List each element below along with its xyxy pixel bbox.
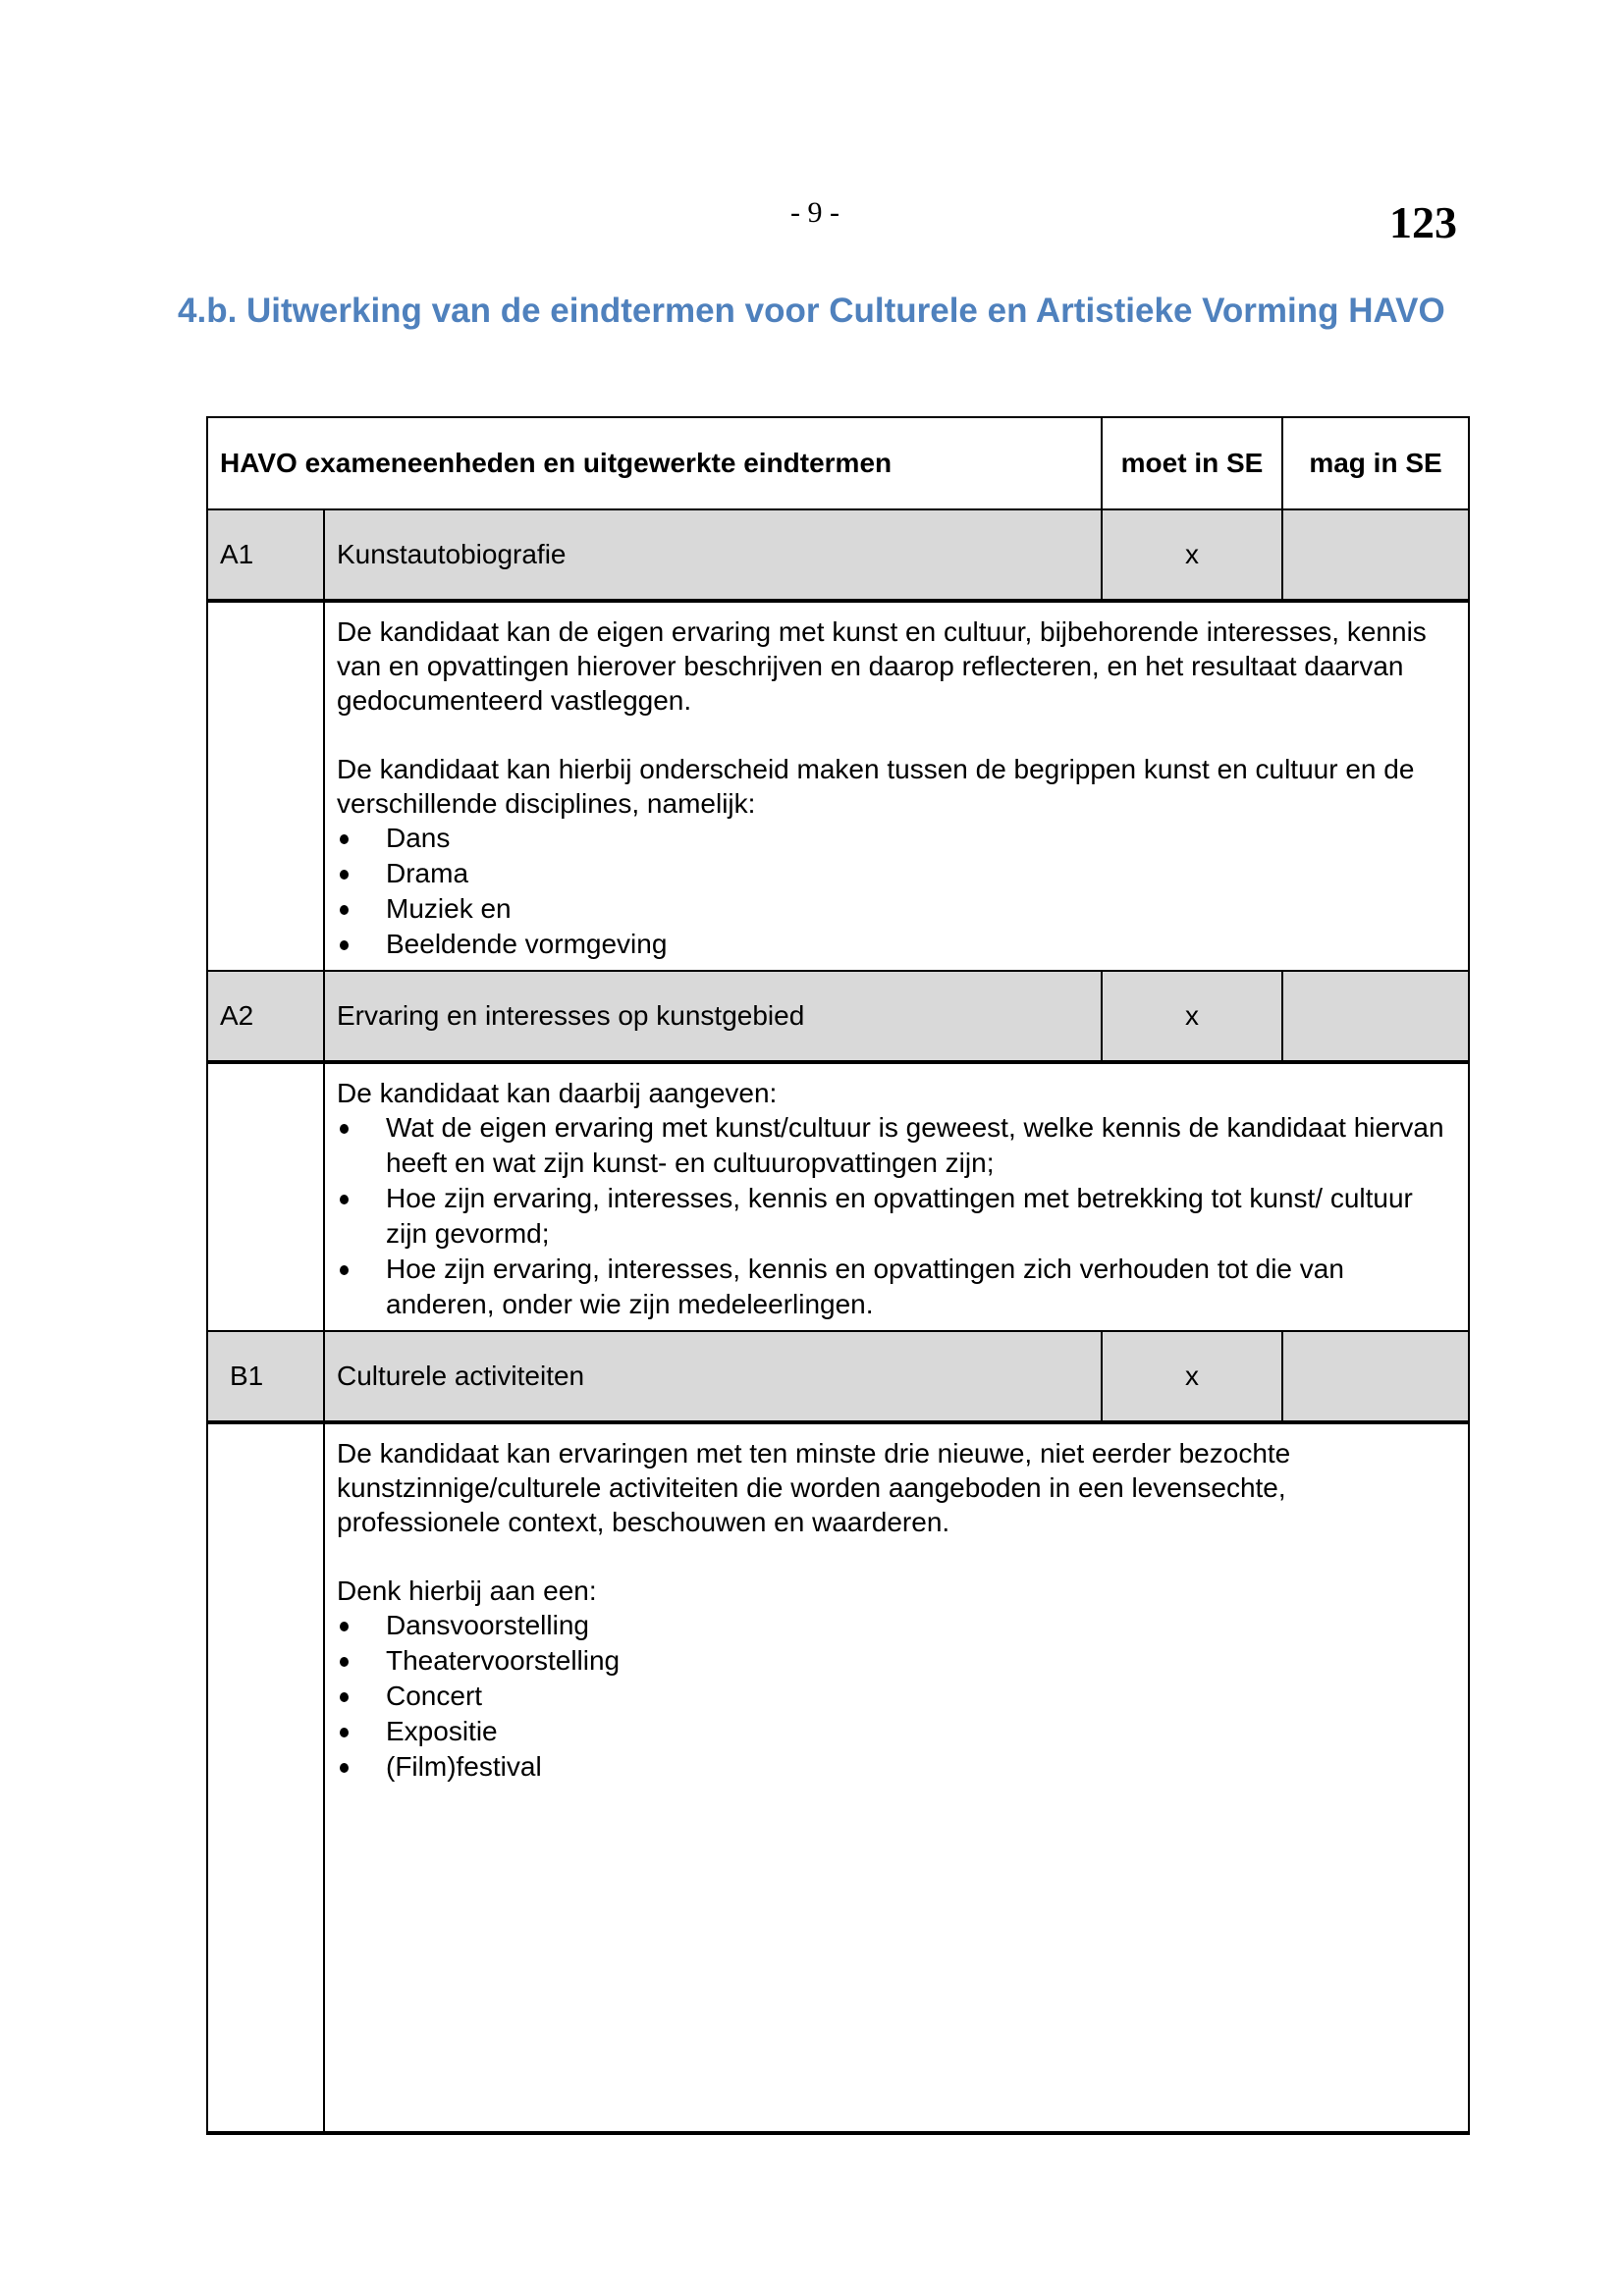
- list-item-text: Expositie: [386, 1716, 498, 1746]
- page-number: - 9 -: [790, 196, 839, 229]
- unit-row-a2: [207, 971, 1469, 1062]
- description-paragraph: De kandidaat kan hierbij onderscheid maken tussen de begrippen kunst en cultuur en de verschillende disciplines, namelijk:: [337, 754, 1415, 819]
- activity-list: [337, 1608, 1450, 1785]
- list-item: [337, 1643, 1450, 1679]
- eindtermen-table: [206, 416, 1470, 2135]
- column-header-may-in-se: mag in SE: [1282, 417, 1469, 509]
- list-item-text: Hoe zijn ervaring, interesses, kennis en opvattingen met betrekking tot kunst/ cultuur zijn gevormd;: [386, 1183, 1413, 1249]
- list-item-text: Concert: [386, 1681, 483, 1711]
- must-in-se-mark: x: [1102, 509, 1282, 601]
- unit-description: [324, 1422, 1469, 2133]
- empty-code-cell: [207, 601, 324, 971]
- list-item-text: Theatervoorstelling: [386, 1645, 621, 1676]
- bullet-icon: [340, 1622, 349, 1631]
- section-title: 4.b. Uitwerking van de eindtermen voor Culturele en Artistieke Vorming HAVO: [178, 292, 1445, 330]
- bullet-icon: [340, 940, 349, 950]
- list-item: [337, 891, 1450, 927]
- bullet-icon: [340, 1265, 349, 1275]
- list-item: [337, 1608, 1450, 1643]
- must-in-se-mark: x: [1102, 971, 1282, 1062]
- list-item-text: Drama: [386, 858, 469, 888]
- list-item-text: Muziek en: [386, 893, 512, 924]
- unit-row-b1: [207, 1331, 1469, 1422]
- unit-title: Ervaring en interesses op kunstgebied: [324, 971, 1102, 1062]
- criteria-list: [337, 1110, 1450, 1322]
- list-item: [337, 927, 1450, 962]
- description-paragraph: Denk hierbij aan een:: [337, 1575, 597, 1606]
- empty-code-cell: [207, 1062, 324, 1331]
- may-in-se-mark: [1282, 509, 1469, 601]
- unit-title: Kunstautobiografie: [324, 509, 1102, 601]
- bullet-icon: [340, 1692, 349, 1702]
- description-paragraph: De kandidaat kan daarbij aangeven:: [337, 1078, 778, 1108]
- must-in-se-mark: x: [1102, 1331, 1282, 1422]
- list-item-text: (Film)festival: [386, 1751, 542, 1782]
- bullet-icon: [340, 834, 349, 844]
- list-item: [337, 1714, 1450, 1749]
- unit-description-row-a1: [207, 601, 1469, 971]
- list-item: [337, 1110, 1450, 1181]
- list-item-text: Dans: [386, 823, 451, 853]
- list-item: [337, 1749, 1450, 1785]
- column-header-units: HAVO exameneenheden en uitgewerkte eindtermen: [207, 417, 1102, 509]
- list-item: [337, 1252, 1450, 1322]
- description-paragraph: De kandidaat kan de eigen ervaring met kunst en cultuur, bijbehorende interesses, kennis van en opvattingen hierover beschrijven en daarop reflecteren, en het resultaat daarvan gedocumenteerd vastleggen.: [337, 616, 1427, 716]
- unit-title: Culturele activiteiten: [324, 1331, 1102, 1422]
- unit-code: A2: [207, 971, 324, 1062]
- discipline-list: [337, 821, 1450, 962]
- table-header-row: [207, 417, 1469, 509]
- column-header-must-in-se: moet in SE: [1102, 417, 1282, 509]
- unit-description: [324, 601, 1469, 971]
- unit-code: B1: [207, 1331, 324, 1422]
- unit-description-row-a2: [207, 1062, 1469, 1331]
- bullet-icon: [340, 1657, 349, 1667]
- list-item-text: Beeldende vormgeving: [386, 929, 668, 959]
- document-number: 123: [1389, 197, 1457, 247]
- description-paragraph: De kandidaat kan ervaringen met ten minste drie nieuwe, niet eerder bezochte kunstzinnige/culturele activiteiten die worden aangeboden in een levensechte, professionele context, beschouwen en waarderen.: [337, 1438, 1291, 1537]
- list-item-text: Wat de eigen ervaring met kunst/cultuur is geweest, welke kennis de kandidaat hiervan heeft en wat zijn kunst- en cultuuropvattingen zijn;: [386, 1112, 1444, 1178]
- unit-description-row-b1: [207, 1422, 1469, 2133]
- list-item: [337, 1181, 1450, 1252]
- unit-code: A1: [207, 509, 324, 601]
- may-in-se-mark: [1282, 1331, 1469, 1422]
- bullet-icon: [340, 1195, 349, 1204]
- bullet-icon: [340, 870, 349, 880]
- bullet-icon: [340, 1728, 349, 1737]
- unit-row-a1: [207, 509, 1469, 601]
- list-item: [337, 856, 1450, 891]
- list-item-text: Hoe zijn ervaring, interesses, kennis en opvattingen zich verhouden tot die van anderen, onder wie zijn medeleerlingen.: [386, 1254, 1344, 1319]
- empty-code-cell: [207, 1422, 324, 2133]
- list-item: [337, 821, 1450, 856]
- may-in-se-mark: [1282, 971, 1469, 1062]
- bullet-icon: [340, 1124, 349, 1134]
- bullet-icon: [340, 1763, 349, 1773]
- unit-description: [324, 1062, 1469, 1331]
- bullet-icon: [340, 905, 349, 915]
- list-item: [337, 1679, 1450, 1714]
- list-item-text: Dansvoorstelling: [386, 1610, 589, 1640]
